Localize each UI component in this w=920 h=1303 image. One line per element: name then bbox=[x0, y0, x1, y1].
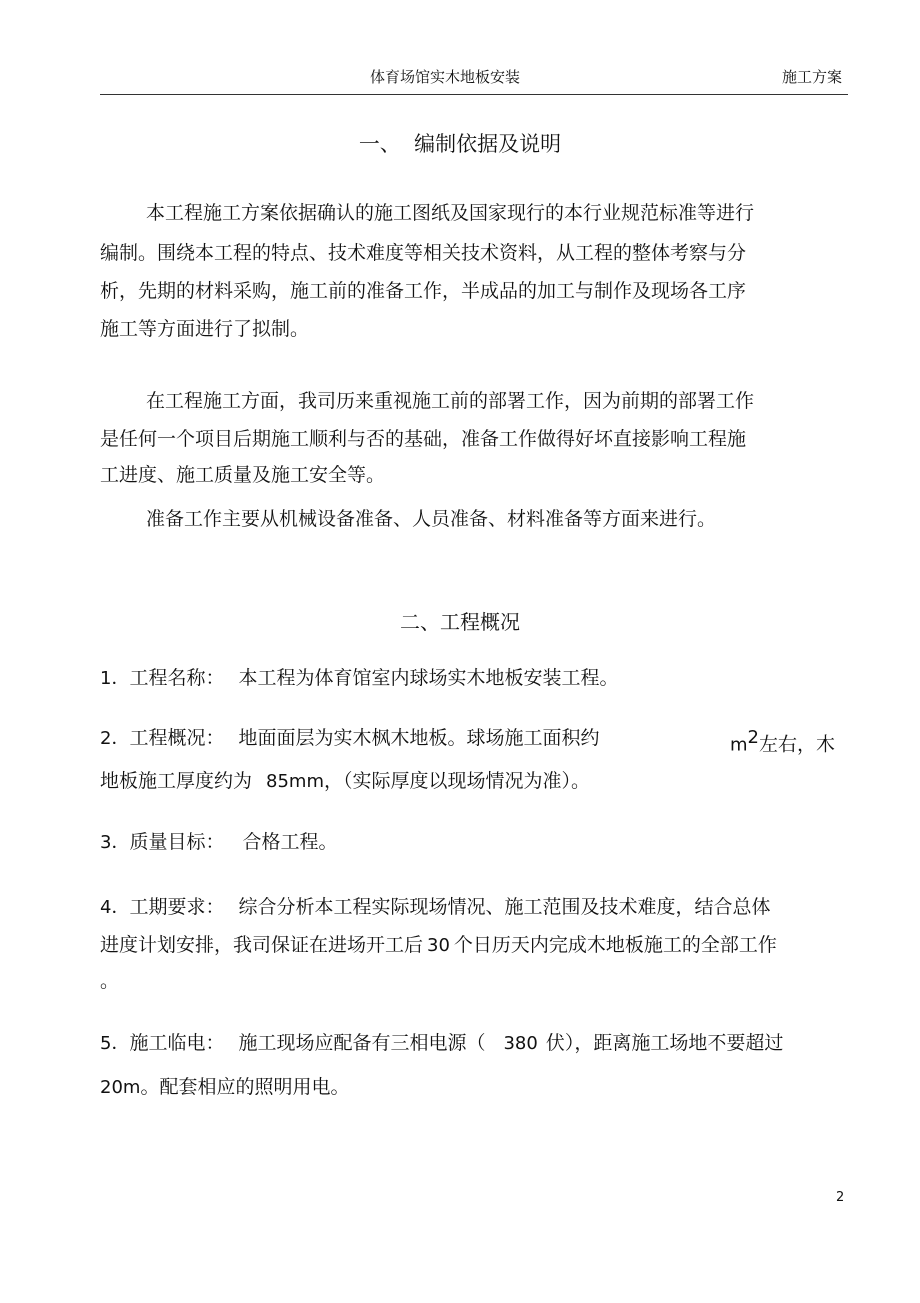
item-2-line2-a: 地板施工厚度约为 bbox=[100, 770, 253, 792]
item-4-days: 30 bbox=[427, 935, 450, 956]
header-section-name: 施工方案 bbox=[781, 68, 842, 86]
item-5-text-a: 施工现场应配备有三相电源（ bbox=[238, 1032, 486, 1054]
item-2-text-a: 地面面层为实木枫木地板。球场施工面积约 bbox=[238, 727, 600, 749]
item-2-area-unit bbox=[730, 725, 835, 758]
section2-title: 二、工程概况 bbox=[400, 610, 520, 634]
item-4-line-3: 。 bbox=[100, 970, 120, 992]
item-2-line-2 bbox=[100, 768, 590, 795]
item-2-unit: m bbox=[730, 734, 748, 756]
item-1-number: 1． bbox=[100, 668, 130, 689]
item-3 bbox=[100, 829, 337, 856]
item-4-number: 4． bbox=[100, 897, 130, 918]
item-2-text-b: 左右，木 bbox=[759, 733, 836, 756]
item-2-number: 2． bbox=[100, 728, 130, 749]
item-3-label: 质量目标： bbox=[129, 831, 225, 853]
p1-line-1: 本工程施工方案依据确认的施工图纸及国家现行的本行业规范标准等进行 bbox=[146, 202, 755, 224]
item-2-label: 工程概况： bbox=[129, 727, 225, 749]
item-3-text: 合格工程。 bbox=[242, 831, 338, 853]
item-4-text-a: 综合分析本工程实际现场情况、施工范围及技术难度，结合总体 bbox=[238, 896, 771, 918]
p3-line: 准备工作主要从机械设备准备、人员准备、材料准备等方面来进行。 bbox=[146, 508, 717, 530]
item-5-line-1 bbox=[100, 1030, 783, 1057]
header-doc-title: 体育场馆实木地板安装 bbox=[370, 68, 521, 86]
p1-line-2: 编制。围绕本工程的特点、技术难度等相关技术资料，从工程的整体考察与分 bbox=[100, 242, 747, 264]
item-5-line-2 bbox=[100, 1074, 349, 1101]
item-1-text: 本工程为体育馆室内球场实木地板安装工程。 bbox=[238, 667, 619, 689]
page-header bbox=[100, 60, 848, 95]
item-2-thickness: 85mm bbox=[266, 771, 324, 792]
section1-title: 一、 编制依据及说明 bbox=[358, 132, 562, 156]
item-5-text-b: 伏），距离施工场地不要超过 bbox=[545, 1032, 784, 1054]
item-1-label: 工程名称： bbox=[129, 667, 225, 689]
item-4-label: 工期要求： bbox=[129, 896, 225, 918]
item-2-unit-sup: 2 bbox=[747, 727, 759, 748]
item-1 bbox=[100, 665, 618, 692]
item-4-line-2 bbox=[100, 932, 777, 959]
item-5-distance: 20m bbox=[100, 1077, 141, 1098]
item-4-line-1 bbox=[100, 894, 770, 921]
page-number: 2 bbox=[836, 1190, 845, 1205]
item-4-line2-a: 进度计划安排，我司保证在进场开工后 bbox=[100, 934, 424, 956]
p1-line-3: 析，先期的材料采购，施工前的准备工作，半成品的加工与制作及现场各工序 bbox=[100, 280, 747, 302]
p2-line-3: 工进度、施工质量及施工安全等。 bbox=[100, 464, 386, 486]
item-5-line2-b: 。配套相应的照明用电。 bbox=[140, 1076, 350, 1098]
item-2-line2-b: ，（实际厚度以现场情况为准）。 bbox=[324, 770, 591, 792]
p2-line-2: 是任何一个项目后期施工顺利与否的基础，准备工作做得好坏直接影响工程施 bbox=[100, 428, 747, 450]
item-4-line2-b: 个日历天内完成木地板施工的全部工作 bbox=[453, 934, 777, 956]
p1-line-4: 施工等方面进行了拟制。 bbox=[100, 318, 310, 340]
item-5-voltage: 380 bbox=[503, 1033, 538, 1054]
item-2-line-1 bbox=[100, 725, 599, 752]
item-5-number: 5． bbox=[100, 1033, 130, 1054]
item-5-label: 施工临电： bbox=[129, 1032, 225, 1054]
p2-line-1: 在工程施工方面，我司历来重视施工前的部署工作，因为前期的部署工作 bbox=[146, 390, 755, 412]
item-3-number: 3． bbox=[100, 832, 130, 853]
